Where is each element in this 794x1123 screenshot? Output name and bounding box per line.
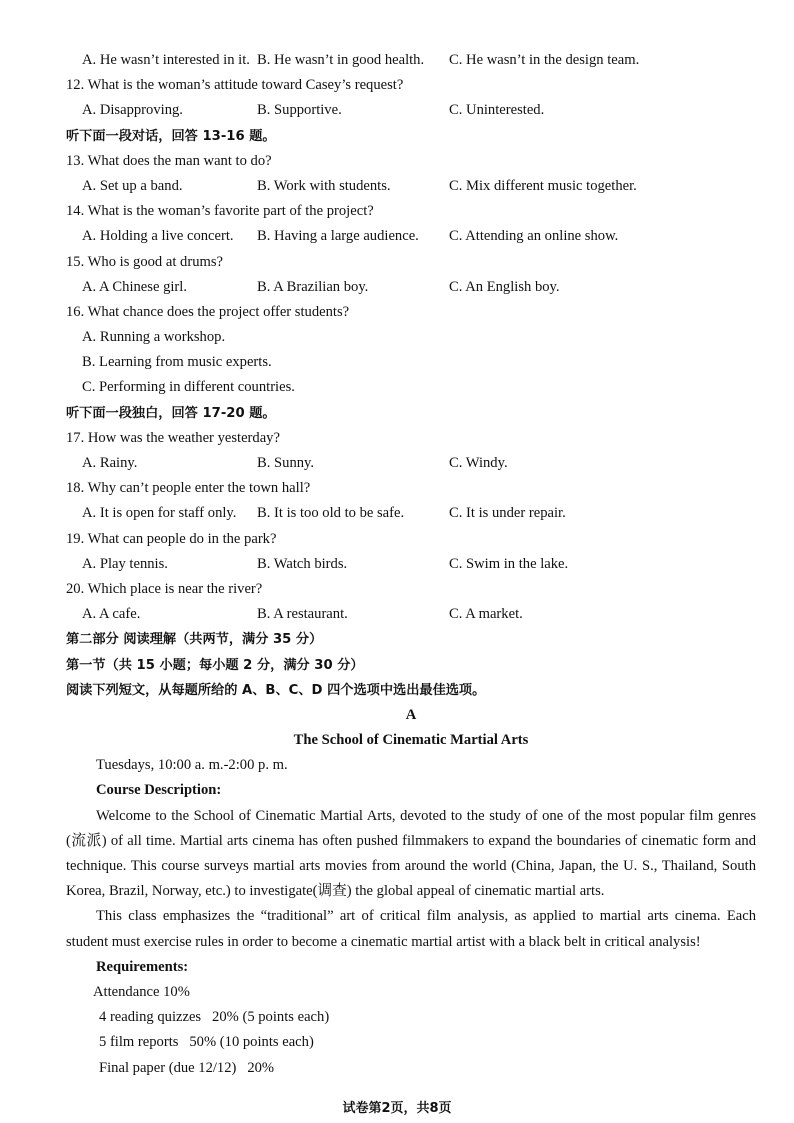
q20-stem: 20. Which place is near the river? bbox=[66, 580, 263, 597]
q17-option-a: A. Rainy. bbox=[82, 455, 138, 471]
q18-stem: 18. Why can’t people enter the town hall? bbox=[66, 480, 311, 497]
q20-option-c: C. A market. bbox=[449, 606, 523, 623]
q20-options bbox=[66, 602, 756, 627]
q12-options bbox=[66, 98, 756, 123]
q15-option-c: C. An English boy. bbox=[449, 278, 560, 295]
course-description-paragraph-1: Welcome to the School of Cinematic Martial Arts, devoted to the study of one of the most popular film genres (流派) of all time. Martial arts cinema has often pushed filmmakers to expand the boundaries of cinematic form and technique. This course surveys martial arts movies from around the world (China, Japan, the U. S., Thailand, South Korea, Brazil, Norway, etc.) to investigate(调查) the global appeal of cinematic martial arts. bbox=[66, 807, 756, 900]
q16-option-a: A. Running a workshop. bbox=[82, 329, 226, 346]
q16-option-c: C. Performing in different countries. bbox=[82, 379, 295, 396]
course-description-label: Course Description: bbox=[96, 782, 222, 799]
requirement-final-paper: Final paper (due 12/12) 20% bbox=[99, 1059, 275, 1076]
part2-heading: 第二部分 阅读理解（共两节，满分 35 分） bbox=[66, 632, 323, 648]
q12-option-c: C. Uninterested. bbox=[449, 102, 545, 119]
q16-stem: 16. What chance does the project offer students? bbox=[66, 303, 350, 320]
q11-option-a: A. He wasn’t interested in it. bbox=[82, 52, 250, 68]
q17-option-c: C. Windy. bbox=[449, 455, 508, 471]
part2-section1-heading: 第一节（共 15 小题；每小题 2 分，满分 30 分） bbox=[66, 657, 364, 673]
q17-stem: 17. How was the weather yesterday? bbox=[66, 429, 280, 446]
q20-option-b: B. A restaurant. bbox=[257, 606, 348, 623]
q19-option-c: C. Swim in the lake. bbox=[449, 555, 569, 572]
q13-options bbox=[66, 174, 756, 199]
q13-option-b: B. Work with students. bbox=[257, 177, 391, 194]
q12-stem: 12. What is the woman’s attitude toward Casey’s request? bbox=[66, 77, 404, 94]
q14-option-a: A. Holding a live concert. bbox=[82, 228, 234, 245]
q19-option-a: A. Play tennis. bbox=[82, 555, 168, 572]
q15-stem: 15. Who is good at drums? bbox=[66, 253, 224, 270]
q14-options bbox=[66, 224, 756, 249]
passage-title: The School of Cinematic Martial Arts bbox=[293, 732, 529, 749]
requirement-film-reports: 5 film reports 50% (10 points each) bbox=[99, 1034, 314, 1051]
q13-option-a: A. Set up a band. bbox=[82, 177, 183, 194]
q12-option-a: A. Disapproving. bbox=[82, 102, 183, 119]
instruction-17-20: 听下面一段独白，回答 17-20 题。 bbox=[66, 405, 276, 421]
requirement-reading-quizzes: 4 reading quizzes 20% (5 points each) bbox=[99, 1009, 330, 1026]
q12-option-b: B. Supportive. bbox=[257, 102, 342, 119]
q19-stem: 19. What can people do in the park? bbox=[66, 530, 277, 547]
q18-option-c: C. It is under repair. bbox=[449, 505, 566, 522]
q16-option-b: B. Learning from music experts. bbox=[82, 354, 272, 371]
q11-options bbox=[66, 48, 756, 73]
instruction-13-16: 听下面一段对话，回答 13-16 题。 bbox=[66, 128, 276, 144]
part2-instruction: 阅读下列短文，从每题所给的 A、B、C、D 四个选项中选出最佳选项。 bbox=[66, 682, 486, 698]
q14-option-c: C. Attending an online show. bbox=[449, 228, 619, 245]
q20-option-a: A. A cafe. bbox=[82, 606, 141, 623]
q13-stem: 13. What does the man want to do? bbox=[66, 152, 272, 169]
q19-option-b: B. Watch birds. bbox=[257, 555, 348, 572]
q18-option-b: B. It is too old to be safe. bbox=[257, 505, 405, 522]
page-footer: 试卷第2页，共8页 bbox=[342, 1101, 452, 1116]
q18-option-a: A. It is open for staff only. bbox=[82, 505, 237, 522]
requirements-label: Requirements: bbox=[96, 958, 189, 975]
passage-letter: A bbox=[405, 706, 417, 723]
requirement-attendance: Attendance 10% bbox=[93, 984, 190, 1001]
course-time: Tuesdays, 10:00 a. m.-2:00 p. m. bbox=[96, 757, 288, 774]
q11-option-b: B. He wasn’t in good health. bbox=[257, 52, 425, 68]
q14-option-b: B. Having a large audience. bbox=[257, 228, 419, 245]
q15-option-b: B. A Brazilian boy. bbox=[257, 278, 369, 295]
q13-option-c: C. Mix different music together. bbox=[449, 177, 637, 194]
q15-option-a: A. A Chinese girl. bbox=[82, 278, 187, 295]
q15-options bbox=[66, 275, 756, 300]
q11-option-c: C. He wasn’t in the design team. bbox=[449, 52, 640, 68]
q17-options bbox=[66, 451, 756, 476]
page-content bbox=[66, 48, 756, 1081]
q19-options bbox=[66, 552, 756, 577]
course-description-paragraph-2: This class emphasizes the “traditional” art of critical film analysis, as applied to martial arts cinema. Each student must exercise rules in order to become a cinematic martial artist with a black belt in critical analysis! bbox=[66, 908, 756, 950]
q14-stem: 14. What is the woman’s favorite part of the project? bbox=[66, 203, 374, 220]
q18-options bbox=[66, 501, 756, 526]
q17-option-b: B. Sunny. bbox=[257, 455, 315, 471]
